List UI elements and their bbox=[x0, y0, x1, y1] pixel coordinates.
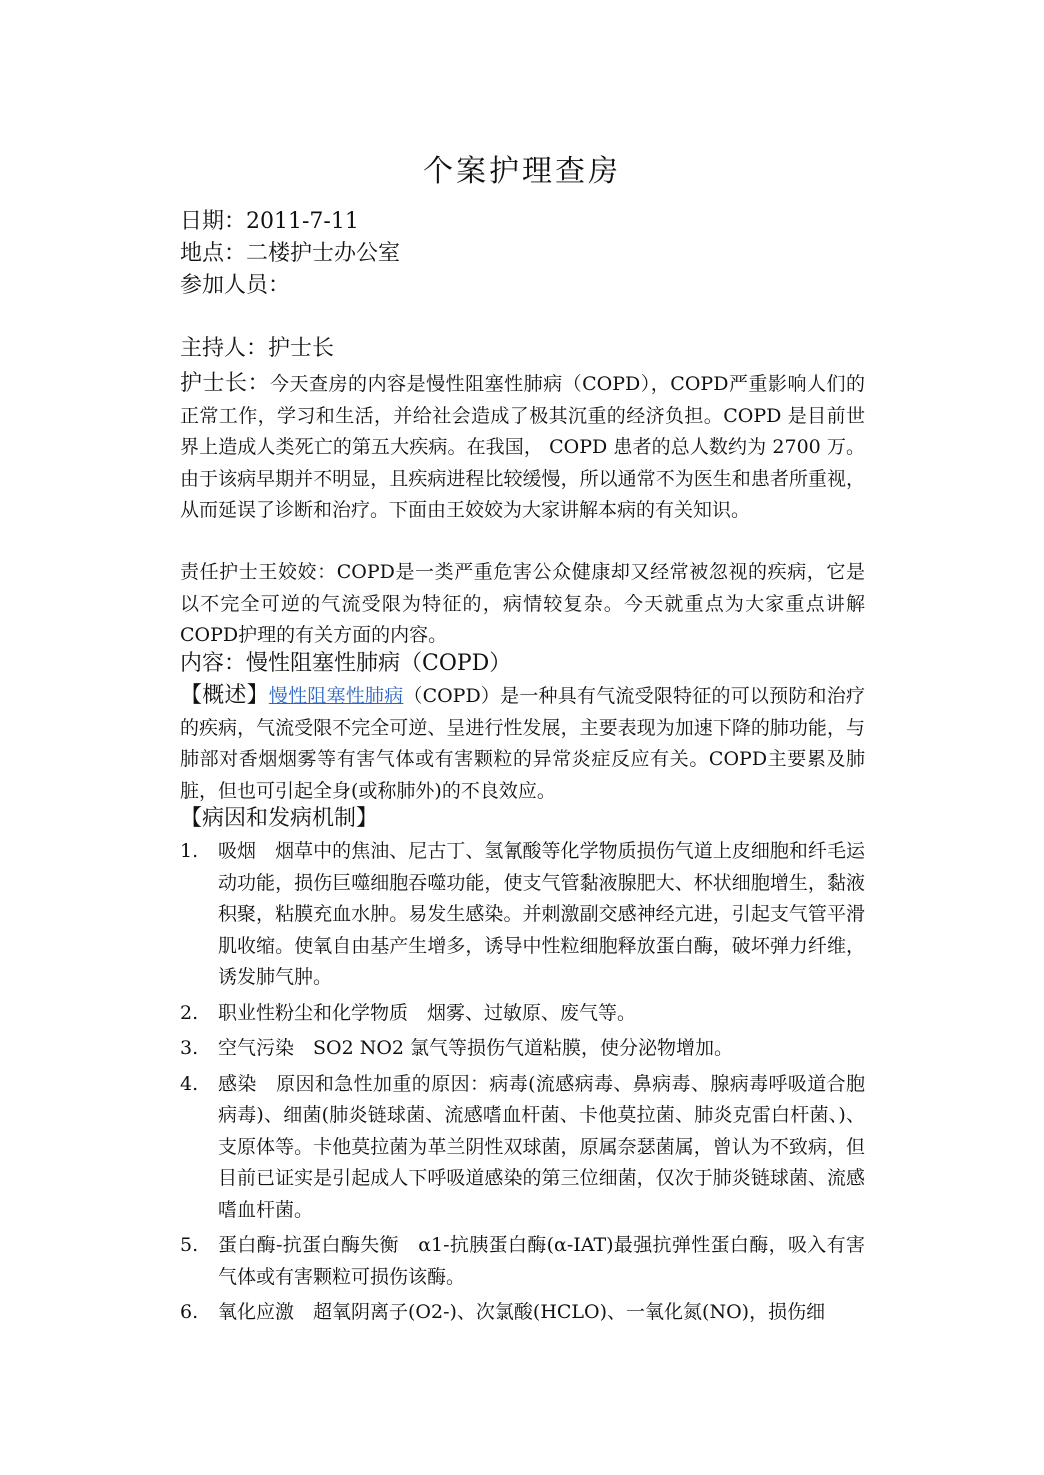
list-item-text: 氧化应激 超氧阴离子(O2-)、次氯酸(HCLO)、一氧化氮(NO)，损伤细 bbox=[218, 1301, 826, 1323]
list-item bbox=[180, 1230, 865, 1293]
list-item bbox=[180, 1033, 865, 1065]
nurse-wang-text: COPD是一类严重危害公众健康却又经常被忽视的疾病，它是以不完全可逆的气流受限为特征的，病情较复杂。今天就重点为大家重点讲解COPD护理的有关方面的内容。 bbox=[180, 561, 865, 646]
list-item-number: 3. bbox=[180, 1037, 199, 1059]
list-item bbox=[180, 1297, 865, 1329]
content-heading: 内容：慢性阻塞性肺病（COPD） bbox=[180, 651, 512, 676]
list-item-number: 6. bbox=[180, 1301, 199, 1323]
host-line: 主持人：护士长 bbox=[180, 336, 335, 361]
nurse-head-speaker: 护士长： bbox=[180, 371, 271, 396]
list-item-number: 4. bbox=[180, 1072, 199, 1095]
list-item-text: 职业性粉尘和化学物质 烟雾、过敏原、废气等。 bbox=[218, 1001, 637, 1024]
list-item-number: 2. bbox=[180, 1001, 199, 1024]
list-item bbox=[180, 1069, 865, 1227]
list-item-number: 1. bbox=[180, 840, 199, 862]
list-item bbox=[180, 998, 865, 1030]
nurse-head-paragraph bbox=[180, 368, 865, 527]
nurse-wang-speaker: 责任护士王姣姣： bbox=[180, 561, 337, 583]
meta-participants: 参加人员： bbox=[180, 273, 291, 298]
overview-text: （COPD）是一种具有气流受限特征的可以预防和治疗的疾病，气流受限不完全可逆、呈进行性发展，主要表现为加速下降的肺功能，与肺部对香烟烟雾等有害气体或有害颗粒的异常炎症反应有关。COPD主要累及肺脏，但也可引起全身(或称肺外)的不良效应。 bbox=[180, 685, 865, 802]
nurse-head-text: 今天查房的内容是慢性阻塞性肺病（COPD），COPD严重影响人们的正常工作，学习和生活，并给社会造成了极其沉重的经济负担。COPD 是目前世界上造成人类死亡的第五大疾病。在我国， COPD 患者的总人数约为 2700 万。由于该病早期并不明显，且疾病进程比较缓慢，所以通常不为医生和患者所重视，从而延误了诊断和治疗。下面由王姣姣为大家讲解本病的有关知识。 bbox=[180, 373, 865, 521]
list-item bbox=[180, 836, 865, 994]
page-title: 个案护理查房 bbox=[423, 154, 621, 189]
copd-link[interactable]: 慢性阻塞性肺病 bbox=[268, 685, 404, 707]
overview-label: 【概述】 bbox=[180, 683, 269, 708]
meta-place: 地点：二楼护士办公室 bbox=[180, 241, 401, 266]
list-item-text: 空气污染 SO2 NO2 氯气等损伤气道粘膜，使分泌物增加。 bbox=[218, 1037, 734, 1059]
list-item-text: 感染 原因和急性加重的原因：病毒(流感病毒、鼻病毒、腺病毒呼吸道合胞病毒)、细菌(肺炎链球菌、流感嗜血杆菌、卡他莫拉菌、肺炎克雷白杆菌、)、支原体等。卡他莫拉菌为革兰阴性双球菌，原属奈瑟菌属，曾认为不致病，但目前已证实是引起成人下呼吸道感染的第三位细菌，仅次于肺炎链球菌、流感嗜血杆菌。 bbox=[218, 1072, 865, 1221]
cause-list bbox=[180, 836, 865, 1333]
meta-block bbox=[180, 206, 870, 302]
list-item-number: 5. bbox=[180, 1234, 199, 1256]
nurse-wang-paragraph bbox=[180, 557, 865, 652]
list-item-text: 蛋白酶-抗蛋白酶失衡 α1-抗胰蛋白酶(α-IAT)最强抗弹性蛋白酶，吸入有害气体或有害颗粒可损伤该酶。 bbox=[218, 1234, 865, 1288]
cause-heading: 【病因和发病机制】 bbox=[180, 806, 379, 831]
meta-date: 日期：2011-7-11 bbox=[180, 209, 359, 234]
overview-paragraph bbox=[180, 680, 865, 807]
list-item-text: 吸烟 烟草中的焦油、尼古丁、氢氰酸等化学物质损伤气道上皮细胞和纤毛运动功能，损伤巨噬细胞吞噬功能，使支气管黏液腺肥大、杯状细胞增生，黏液积聚，粘膜充血水肿。易发生感染。并刺激副交感神经亢进，引起支气管平滑肌收缩。使氧自由基产生增多，诱导中性粒细胞释放蛋白酶，破坏弹力纤维，诱发肺气肿。 bbox=[218, 840, 865, 988]
